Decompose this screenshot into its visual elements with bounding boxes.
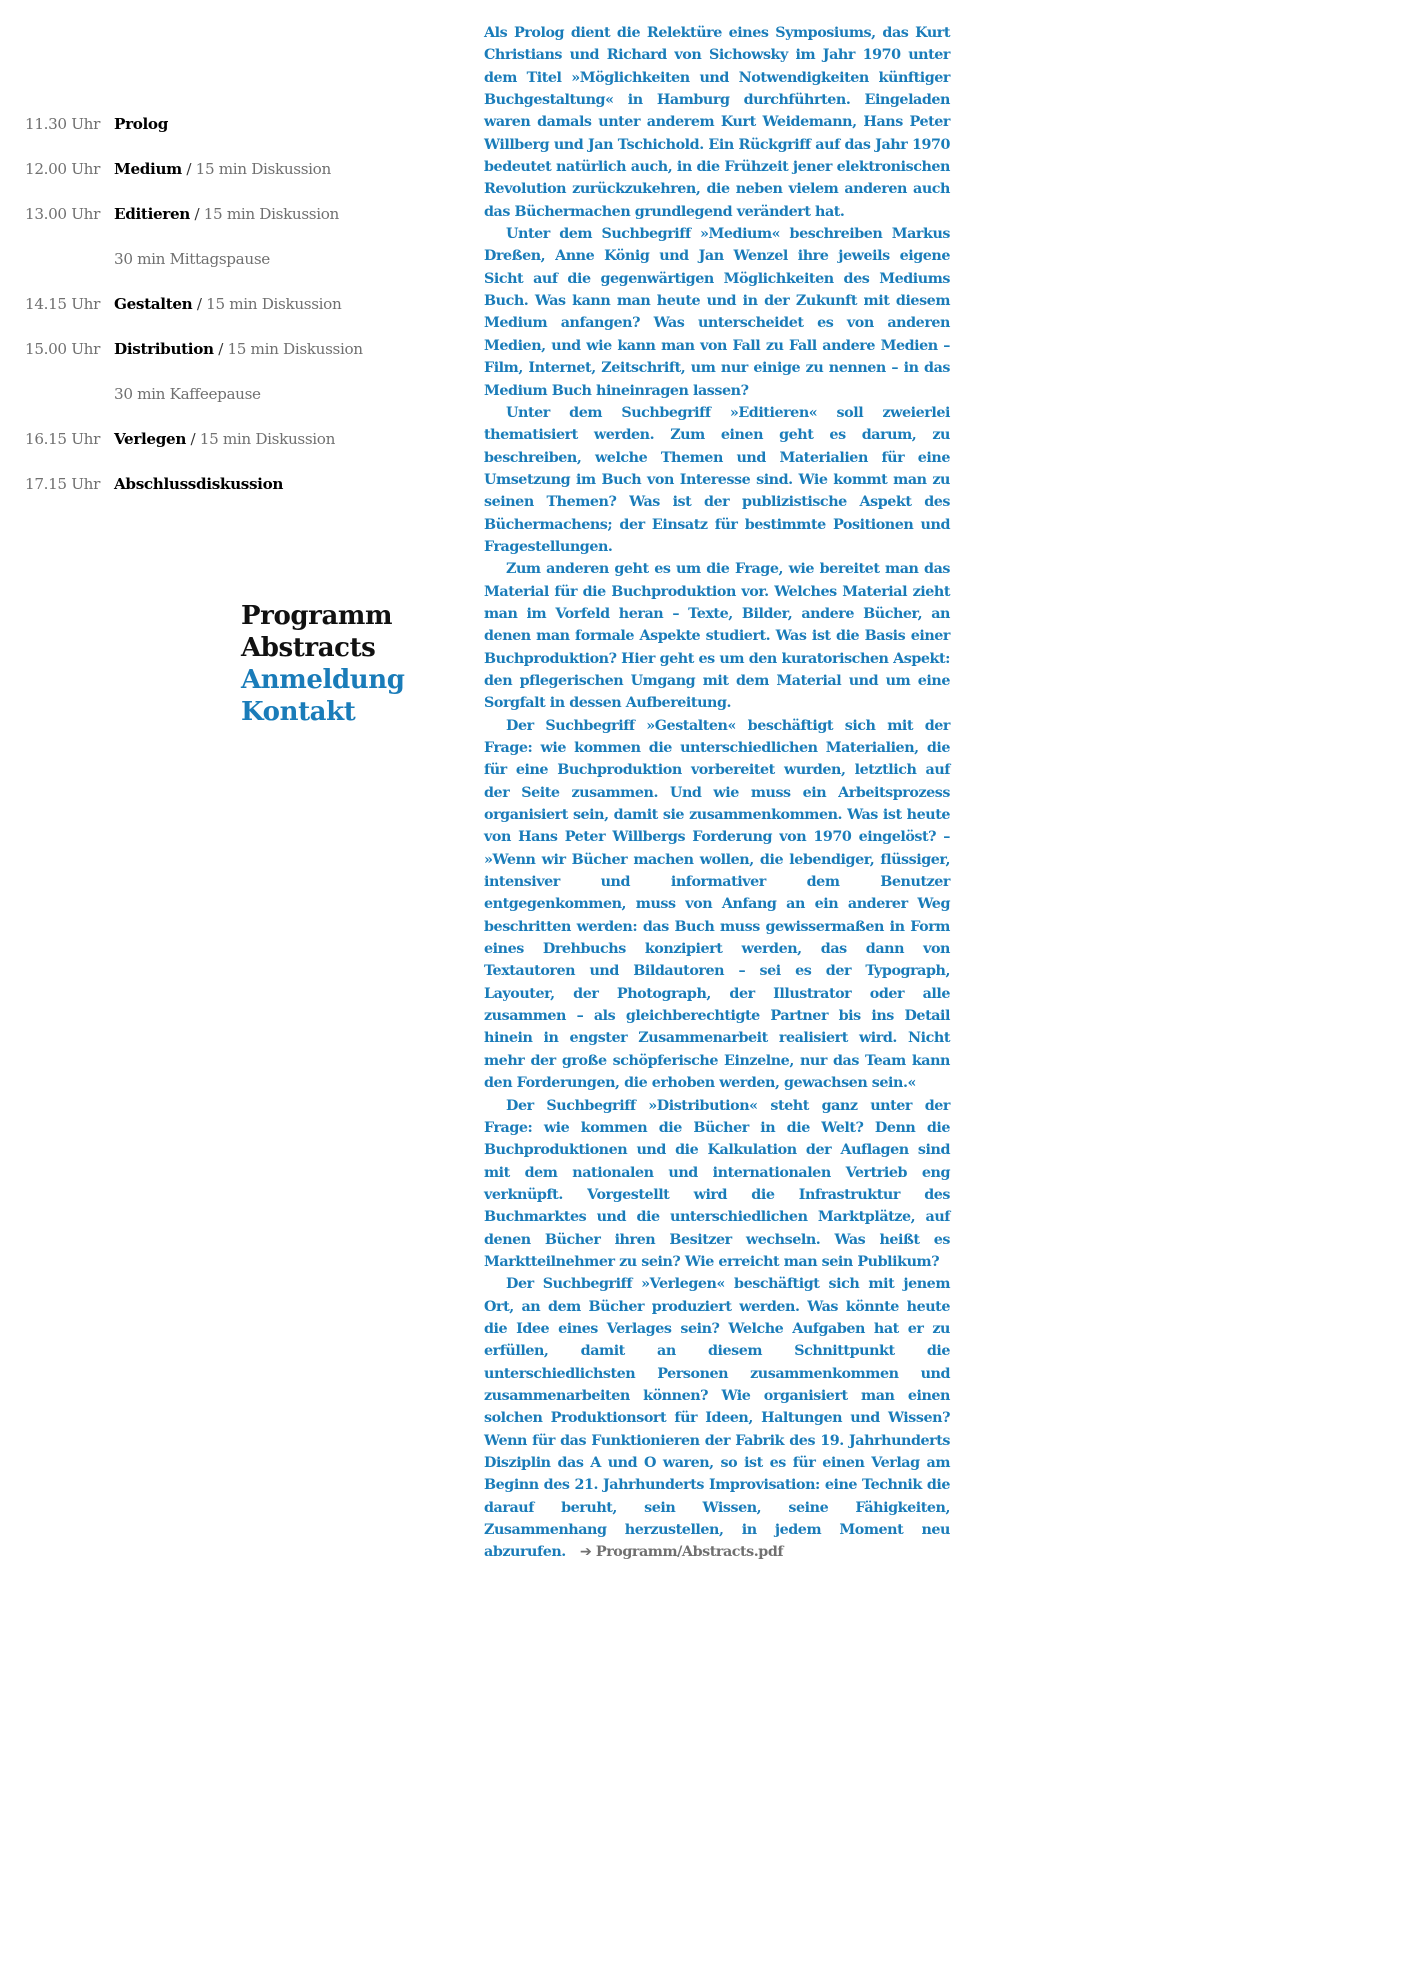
schedule-time: 17.15 Uhr bbox=[25, 475, 100, 493]
abstracts-article bbox=[484, 22, 950, 1564]
arrow-right-icon: ➔ bbox=[579, 1544, 592, 1561]
article-paragraph: Unter dem Suchbegriff »Medium« beschreiben Markus Dreßen, Anne König und Jan Wenzel ihre jeweils eigene Sicht auf die gegenwärtigen Möglichkeiten des Mediums Buch. Was kann man heute und in der Zukunft mit diesem Medium anfangen? Was unterscheidet es von anderen Medien, und wie kann man von Fall zu Fall andere Medien – Film, Internet, Zeitschrift, um nur einige zu nennen – in das Medium Buch hineinragen lassen? bbox=[484, 226, 950, 399]
schedule-note: 15 min Diskussion bbox=[227, 340, 363, 358]
schedule-separator: / bbox=[190, 430, 200, 448]
schedule-time: 16.15 Uhr bbox=[25, 430, 100, 448]
article-paragraph-last bbox=[484, 1273, 950, 1563]
schedule-row bbox=[0, 201, 420, 246]
nav-link-anmeldung[interactable]: Anmeldung bbox=[241, 665, 405, 695]
schedule-row bbox=[0, 471, 420, 516]
schedule-separator: / bbox=[196, 295, 207, 313]
schedule-title: Gestalten bbox=[114, 295, 193, 313]
schedule-title: Abschlussdiskussion bbox=[114, 475, 284, 493]
article-paragraph: Unter dem Suchbegriff »Editieren« soll zweierlei thematisiert werden. Zum einen geht es darum, zu beschreiben, welche Themen und Materialien für eine Umsetzung im Buch von Interesse sind. Wie kommt man zu seinen Themen? Was ist der publizistische Aspekt des Büchermachens; der Einsatz für bestimmte Positionen und Fragestellungen. bbox=[484, 404, 950, 555]
schedule-note: 15 min Diskussion bbox=[199, 430, 336, 448]
schedule-row bbox=[0, 246, 420, 291]
schedule bbox=[0, 111, 420, 516]
schedule-title: Medium bbox=[114, 160, 182, 178]
schedule-note: 15 min Diskussion bbox=[206, 295, 342, 313]
article-paragraph: Der Suchbegriff »Distribution« steht ganz unter der Frage: wie kommen die Bücher in die Welt? Denn die Buchproduktionen und die Kalkulation der Auflagen sind mit dem nationalen und internationalen Vertrieb eng verknüpft. Vorgestellt wird die Infrastruktur des Buchmarktes und die unterschiedlichen Marktplätze, auf denen Bücher ihren Besitzer wechseln. Was heißt es Marktteilnehmer zu sein? Wie erreicht man sein Publikum? bbox=[484, 1097, 950, 1270]
schedule-title: Prolog bbox=[114, 115, 168, 133]
schedule-row bbox=[0, 426, 420, 471]
schedule-time: 14.15 Uhr bbox=[25, 295, 100, 313]
schedule-note: 15 min Diskussion bbox=[203, 205, 339, 223]
schedule-title: Editieren bbox=[114, 205, 190, 223]
schedule-time: 13.00 Uhr bbox=[25, 205, 100, 223]
schedule-separator: / bbox=[186, 160, 196, 178]
nav-link-kontakt[interactable]: Kontakt bbox=[241, 697, 356, 727]
schedule-title: Distribution bbox=[114, 340, 214, 358]
schedule-row bbox=[0, 291, 420, 336]
schedule-row bbox=[0, 156, 420, 201]
article-paragraph-text: Der Suchbegriff »Verlegen« beschäftigt sich mit jenem Ort, an dem Bücher produziert werden. Was könnte heute die Idee eines Verlages sein? Welche Aufgaben hat er zu erfüllen, damit an diesem Schnittpunkt die unterschiedlichsten Personen zusammenkommen und zusammenarbeiten können? Wie organisiert man einen solchen Produktionsort für Ideen, Haltungen und Wissen? Wenn für das Funktionieren der Fabrik des 19. Jahrhunderts Disziplin das A und O waren, so ist es für einen Verlag am Beginn des 21. Jahrhunderts Improvisation: eine Technik die darauf beruht, sein Wissen, seine Fähigkeiten, Zusammenhang herzustellen, in jedem Moment neu abzurufen. bbox=[484, 1276, 950, 1561]
nav-link-abstracts[interactable]: Abstracts bbox=[241, 633, 376, 663]
schedule-separator: / bbox=[218, 340, 228, 358]
main-nav bbox=[241, 600, 405, 728]
schedule-time: 15.00 Uhr bbox=[25, 340, 100, 358]
schedule-title: Verlegen bbox=[114, 430, 187, 448]
pdf-link-label: Programm/Abstracts.pdf bbox=[595, 1544, 784, 1561]
nav-link-programm[interactable]: Programm bbox=[241, 601, 393, 631]
schedule-break: 30 min Kaffeepause bbox=[114, 385, 261, 403]
schedule-row bbox=[0, 381, 420, 426]
schedule-row bbox=[0, 111, 420, 156]
schedule-break: 30 min Mittagspause bbox=[114, 250, 270, 268]
schedule-time: 12.00 Uhr bbox=[25, 160, 100, 178]
schedule-note: 15 min Diskussion bbox=[195, 160, 331, 178]
article-paragraph: Als Prolog dient die Relektüre eines Symposiums, das Kurt Christians und Richard von Sichowsky im Jahr 1970 unter dem Titel »Möglichkeiten und Notwendigkeiten künftiger Buchgestaltung« in Hamburg durchführten. Eingeladen waren damals unter anderem Kurt Weidemann, Hans Peter Willberg und Jan Tschichold. Ein Rückgriff auf das Jahr 1970 bedeutet natürlich auch, in die Frühzeit jener elektronischen Revolution zurückzukehren, die neben vielem anderen auch das Büchermachen grundlegend verändert hat. bbox=[484, 25, 950, 220]
schedule-time: 11.30 Uhr bbox=[25, 115, 100, 133]
schedule-row bbox=[0, 336, 420, 381]
pdf-download-link[interactable] bbox=[580, 1544, 783, 1560]
article-paragraph: Zum anderen geht es um die Frage, wie bereitet man das Material für die Buchproduktion vor. Welches Material zieht man im Vorfeld heran – Texte, Bilder, andere Bücher, an denen man formale Aspekte studiert. Was ist die Basis einer Buchproduktion? Hier geht es um den kuratorischen Aspekt: den pflegerischen Umgang mit dem Material und um eine Sorgfalt in dessen Aufbereitung. bbox=[484, 561, 950, 712]
schedule-separator: / bbox=[194, 205, 204, 223]
article-paragraph: Der Suchbegriff »Gestalten« beschäftigt sich mit der Frage: wie kommen die unterschiedlichen Materialien, die für eine Buchproduktion vorbereitet wurden, letztlich auf der Seite zusammen. Und wie muss ein Arbeitsprozess organisiert sein, damit sie zusammenkommen. Was ist heute von Hans Peter Willbergs Forderung von 1970 eingelöst? – »Wenn wir Bücher machen wollen, die lebendiger, flüssiger, intensiver und informativer dem Benutzer entgegenkommen, muss von Anfang an ein anderer Weg beschritten werden: das Buch muss gewissermaßen in Form eines Drehbuchs konzipiert werden, das dann von Textautoren und Bildautoren – sei es der Typograph, Layouter, der Photograph, der Illustrator oder alle zusammen – als gleichberechtigte Partner bis ins Detail hinein in engster Zusammenarbeit realisiert wird. Nicht mehr der große schöpferische Einzelne, nur das Team kann den Forderungen, die erhoben werden, gewachsen sein.« bbox=[484, 717, 950, 1092]
